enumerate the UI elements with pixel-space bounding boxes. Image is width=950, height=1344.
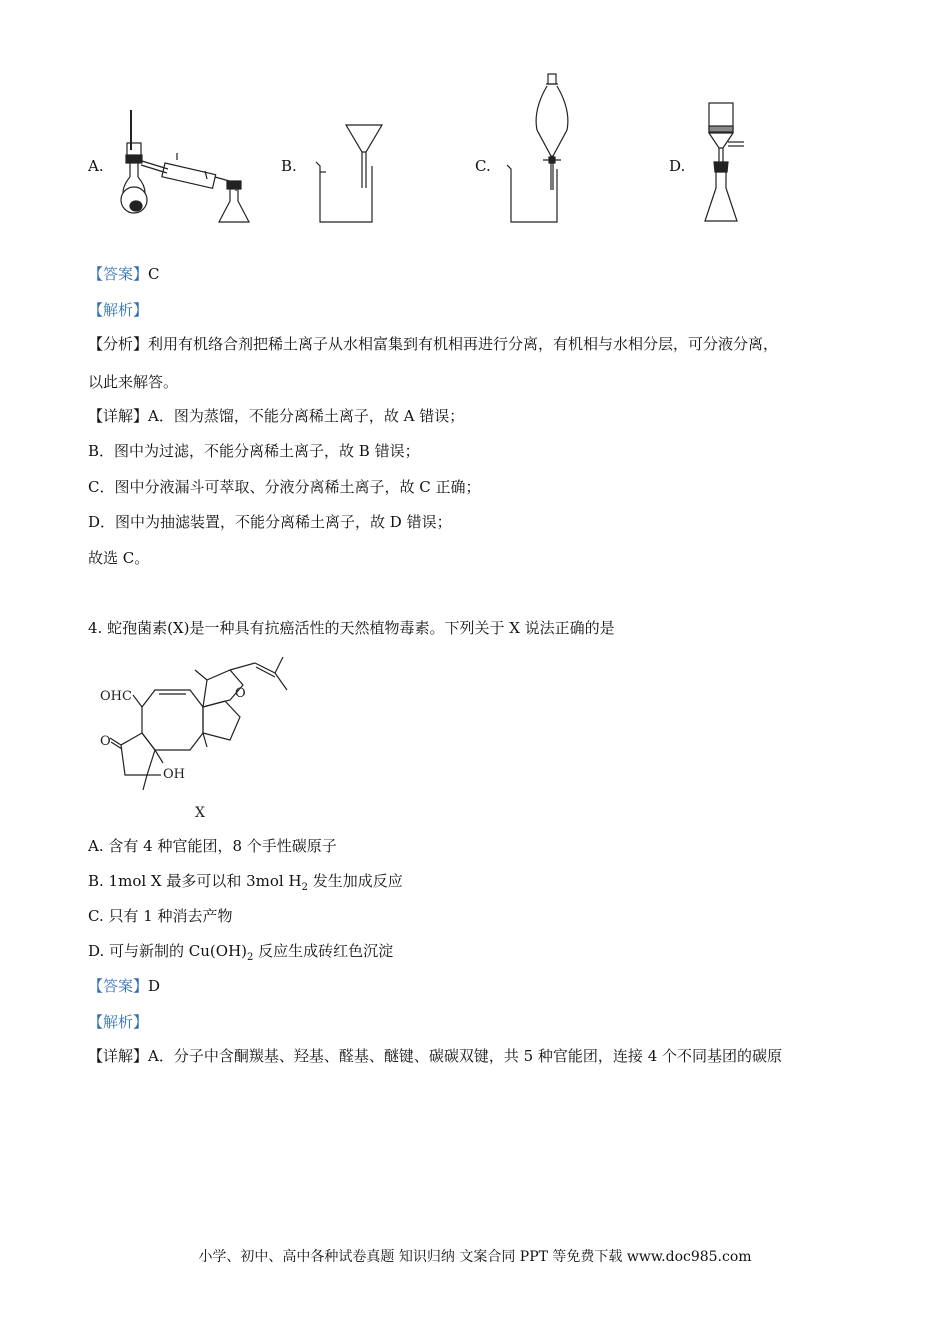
option-d-sub: 2: [247, 952, 254, 963]
q4-option-b: [88, 871, 403, 898]
option-b-post: 发生加成反应: [307, 872, 403, 890]
detail-a-text: A．图为蒸馏，不能分离稀土离子，故 A 错误；: [148, 407, 465, 425]
ketone-o-label: O: [100, 734, 111, 749]
q3-fenxi-line-1: [88, 334, 778, 354]
q3-answer: [88, 264, 160, 284]
distillation-apparatus-figure: [115, 105, 255, 227]
q3-analysis-tag: 【解析】: [88, 301, 149, 319]
q4-option-c: C. 只有 1 种消去产物: [88, 907, 233, 925]
q3-conclusion: 故选 C。: [88, 549, 150, 567]
q4-option-d: [88, 941, 393, 968]
answer-value: C: [148, 265, 160, 283]
fenxi-tag: 【分析】: [88, 335, 149, 353]
option-label-a: A.: [88, 157, 104, 175]
separatory-funnel-figure: [503, 70, 583, 228]
suction-filtration-figure: [700, 100, 760, 224]
q3-detail-a: [88, 406, 464, 426]
q4-answer: [88, 976, 160, 996]
oh-label: OH: [163, 767, 185, 782]
filtration-apparatus-figure: [312, 120, 397, 228]
detail-tag: 【详解】: [88, 1047, 149, 1065]
page-footer: 小学、初中、高中各种试卷真题 知识归纳 文案合同 PPT 等免费下载 www.doc985.com: [198, 1249, 752, 1265]
q4-detail-a: [88, 1046, 782, 1066]
detail-a-text: A．分子中含酮羰基、羟基、醛基、醚键、碳碳双键，共 5 种官能团，连接 4 个不同基团的碳原: [148, 1047, 783, 1065]
answer-tag: 【答案】: [88, 977, 149, 995]
option-b-sub: 2: [301, 882, 308, 893]
option-label-d: D.: [669, 157, 686, 175]
answer-value: D: [148, 977, 161, 995]
option-d-post: 反应生成砖红色沉淀: [253, 942, 394, 960]
option-b-pre: B. 1mol X 最多可以和 3mol H: [88, 872, 302, 890]
q4-analysis-tag: 【解析】: [88, 1013, 149, 1031]
fenxi-text-1: 利用有机络合剂把稀土离子从水相富集到有机相再进行分离，有机相与水相分层，可分液分离，: [148, 335, 779, 353]
compound-name-label: X: [195, 805, 205, 821]
option-label-c: C.: [475, 157, 491, 175]
q4-stem: 4. 蛇孢菌素(X)是一种具有抗癌活性的天然植物毒素。下列关于 X 说法正确的是: [88, 619, 615, 637]
cho-label: OHC: [100, 689, 132, 704]
answer-tag: 【答案】: [88, 265, 149, 283]
q3-detail-c: C．图中分液漏斗可萃取、分液分离稀土离子，故 C 正确；: [88, 478, 481, 496]
detail-tag: 【详解】: [88, 407, 149, 425]
q4-option-a: A. 含有 4 种官能团，8 个手性碳原子: [88, 837, 337, 855]
q3-detail-d: D．图中为抽滤装置，不能分离稀土离子，故 D 错误；: [88, 513, 452, 531]
q3-fenxi-line-2: 以此来解答。: [88, 373, 179, 391]
q3-detail-b: B．图中为过滤，不能分离稀土离子，故 B 错误；: [88, 442, 420, 460]
option-label-b: B.: [281, 157, 297, 175]
option-d-pre: D. 可与新制的 Cu(OH): [88, 942, 248, 960]
ring-o-label: O: [235, 686, 246, 701]
molecule-x-structure: [95, 645, 325, 825]
